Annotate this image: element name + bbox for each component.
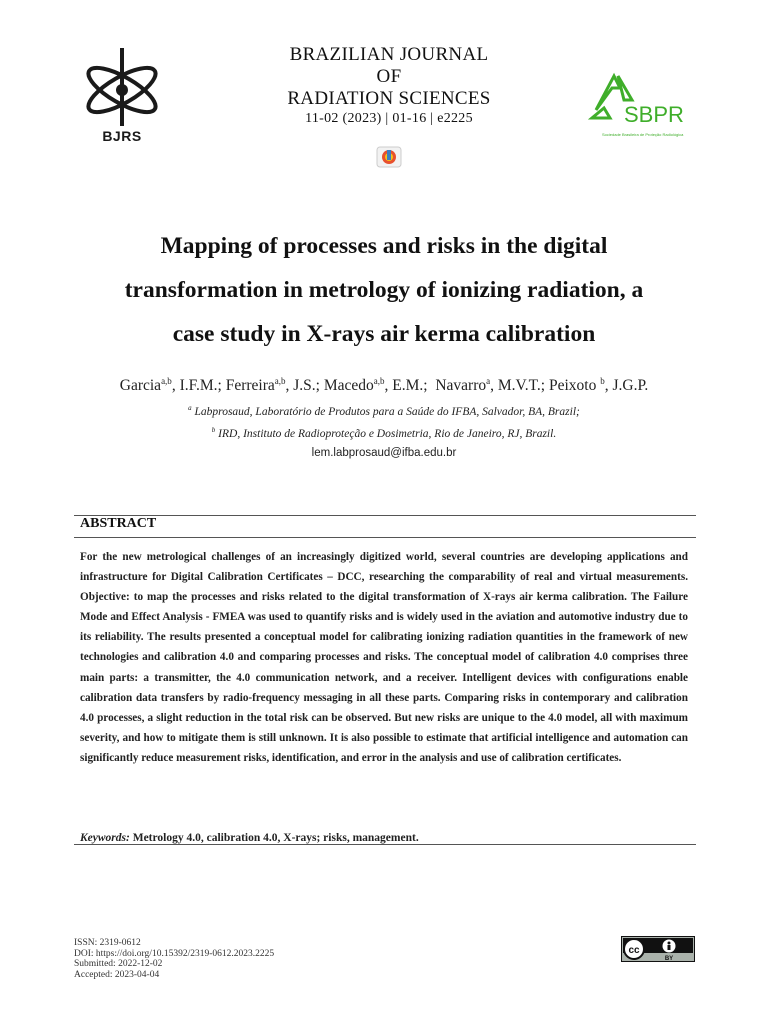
author-affil-mark: a,b <box>373 376 385 386</box>
affiliation-b-text: IRD, Instituto de Radioproteção e Dosimetria, Rio de Janeiro, RJ, Brazil. <box>218 427 557 440</box>
sbpr-logo-subtext: Sociedade Brasileira de Proteção Radiológica <box>602 132 684 137</box>
paper-title-line1: Mapping of processes and risks in the digital <box>160 233 608 259</box>
abstract-top-rule <box>74 515 696 516</box>
footer-submitted: Submitted: 2022-12-02 <box>74 959 163 969</box>
author-name: Navarro <box>435 377 487 395</box>
author-initials: M.V.T.; <box>497 377 546 395</box>
by-icon-text: BY <box>664 956 674 962</box>
author-affil-mark: a,b <box>161 376 172 386</box>
author-affil-mark: a <box>486 376 491 386</box>
cc-by-license-badge[interactable] <box>621 936 695 962</box>
keywords-label: Keywords: <box>80 832 130 844</box>
author-initials: I.F.M.; <box>179 377 222 395</box>
cc-icon-text: cc <box>628 945 640 956</box>
abstract-heading-rule <box>74 537 696 538</box>
footer-accepted: Accepted: 2023-04-04 <box>74 969 160 980</box>
author-name: Garcia <box>119 377 162 395</box>
keywords-text: Metrology 4.0, calibration 4.0, X-rays; risks, management. <box>132 832 419 844</box>
journal-title-line2: OF <box>376 66 402 87</box>
affiliation-a <box>60 404 708 418</box>
affiliation-a-mark: a <box>188 404 192 412</box>
abstract-body: For the new metrological challenges of an increasingly digitized world, several countries are developing applications and infrastructure for Digital Calibration Certificates – DCC, researching the comparability of real and virtual measurements. Objective: to map the processes and risks related to the digital transformation of X-rays air kerma calibration. The Failure Mode and Effect Analysis - FMEA was used to quantify risks and is widely used in the aviation and automotive industry due to its reliability. The results presented a conceptual model for calibrating ionizing radiation quantities in the framework of new technologies and calibration 4.0 and comparing processes and risks. The conceptual model of calibration 4.0 comprises three main parts: a transmitter, the 4.0 communication network, and a receiver. Intelligent devices with configurations enable calibration data transfers by radio-frequency messaging in all these parts. Comparing risks in contemporary and calibration 4.0 processes, a slight reduction in the total risk can be observed. But new risks are unique to the 4.0 model, all with maximum severity, and how to mitigate them is still unknown. It is also possible to estimate that artificial intelligence and automation can significantly reduce measurement risks, identification, and error in the analysis and use of calibration certificates. <box>80 551 688 764</box>
keywords <box>80 832 688 844</box>
sbpr-logo <box>588 70 698 140</box>
paper-title-line2: transformation in metrology of ionizing radiation, a <box>124 277 644 303</box>
journal-issue: 11-02 (2023) | 01-16 | e2225 <box>305 111 473 126</box>
footer-doi[interactable]: DOI: https://doi.org/10.15392/2319-0612.2023.2225 <box>74 948 275 959</box>
author-list: Garcia$^{a,b}$, I.F.M.; Ferreira$^{a,b}$, J.S.; Macedo$^{a,b}$, E.M.; Navarro$^a$, M.V.T.; Peixoto $^b$, J.G.P. <box>119 376 649 395</box>
affiliation-b <box>60 426 708 440</box>
author-initials: J.S.; <box>293 377 320 395</box>
author-name: Macedo <box>323 377 374 395</box>
affiliation-a-text: Labprosaud, Laboratório de Produtos para a Saúde do IFBA, Salvador, BA, Brazil; <box>194 405 580 418</box>
footer-issn: ISSN: 2319-0612 <box>74 938 141 948</box>
author-name: Peixoto <box>548 377 597 395</box>
bjrs-logo-text: BJRS <box>102 128 142 144</box>
paper-title <box>60 224 708 356</box>
affiliation-b-mark: b <box>211 426 216 434</box>
journal-header <box>240 44 538 128</box>
author-initials: J.G.P. <box>612 377 649 395</box>
abstract-bottom-rule <box>74 844 696 845</box>
author-name: Ferreira <box>225 377 275 395</box>
author-affil-mark: b <box>600 376 605 386</box>
journal-title-line1: BRAZILIAN JOURNAL <box>289 44 489 65</box>
author-initials: E.M.; <box>392 377 428 395</box>
footer-metadata <box>74 938 274 980</box>
bjrs-logo <box>82 40 192 150</box>
sbpr-logo-text: SBPR <box>624 102 684 127</box>
author-affil-mark: a,b <box>274 376 286 386</box>
journal-title-line3: RADIATION SCIENCES <box>287 88 491 109</box>
abstract-heading: ABSTRACT <box>80 516 157 531</box>
paper-title-line3: case study in X-rays air kerma calibration <box>172 321 596 347</box>
crossmark-icon[interactable] <box>376 146 402 168</box>
recycle-triangle-icon <box>588 70 698 140</box>
corresponding-email[interactable]: lem.labprosaud@ifba.edu.br <box>311 447 457 459</box>
